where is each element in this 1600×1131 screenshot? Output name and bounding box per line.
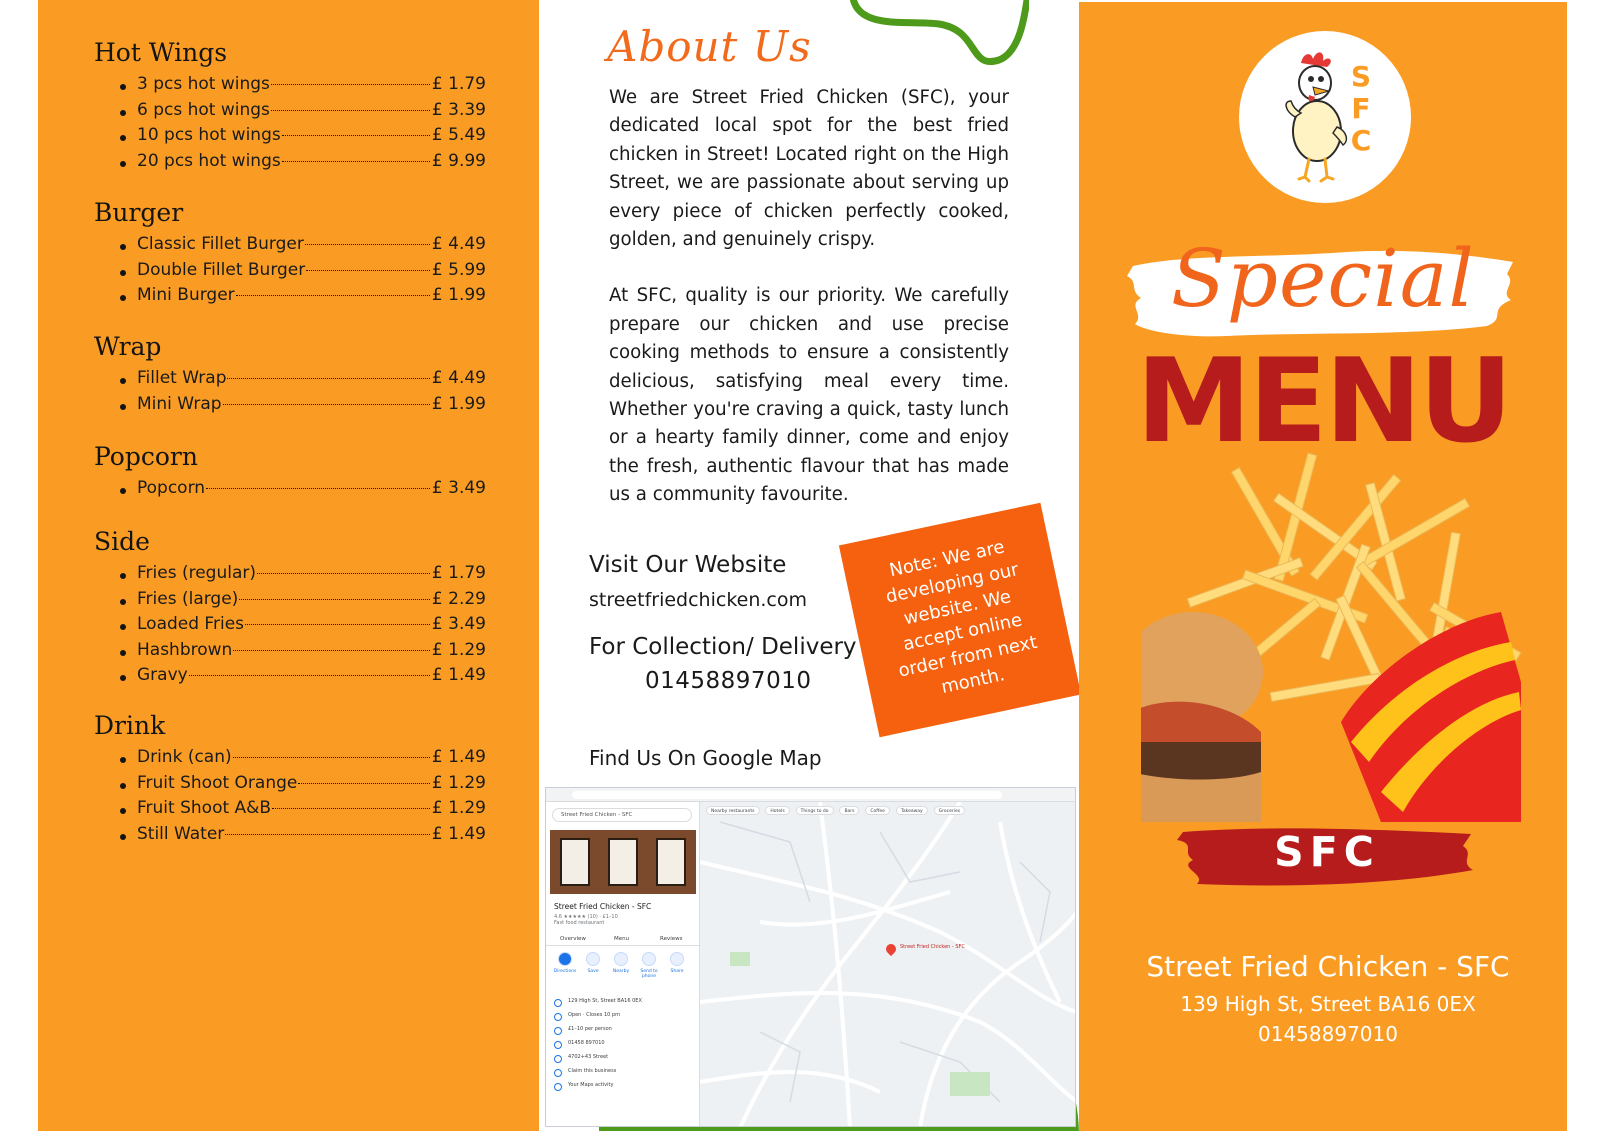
list-item: Fries (regular) £ 1.79 xyxy=(96,563,486,589)
list-item: Classic Fillet Burger £ 4.49 xyxy=(96,234,486,260)
burger-and-fries-image xyxy=(1141,442,1521,822)
send-to-phone-button[interactable]: Send to phone xyxy=(636,952,662,979)
chip[interactable]: Things to do xyxy=(796,806,834,815)
note-text: Note: We are developing our website. We accept online order from next month. xyxy=(883,536,1040,699)
share-button[interactable]: Share xyxy=(664,952,690,974)
place-tabs xyxy=(546,934,700,946)
list-item: 20 pcs hot wings £ 9.99 xyxy=(96,151,486,177)
tab-menu[interactable]: Menu xyxy=(614,936,630,942)
place-rating: 4.6 ★★★★★ (10) · £1–10 Fast food restaurant xyxy=(554,914,618,926)
tab-reviews[interactable]: Reviews xyxy=(660,936,683,942)
info-phone: 01458 897010 xyxy=(554,1040,694,1054)
menu-section-side xyxy=(96,527,486,691)
map-sidebar xyxy=(546,802,700,1127)
nearby-icon xyxy=(614,952,628,966)
map-title: Find Us On Google Map xyxy=(589,746,822,770)
chip[interactable]: Coffee xyxy=(865,806,890,815)
list-item: Fries (large) £ 2.29 xyxy=(96,589,486,615)
logo xyxy=(1239,31,1411,203)
website-link[interactable]: streetfriedchicken.com xyxy=(589,589,807,611)
list-item: Gravy £ 1.49 xyxy=(96,665,486,691)
phone-number[interactable]: 01458897010 xyxy=(645,668,812,694)
cover-panel xyxy=(1079,2,1567,1131)
list-item: Still Water £ 1.49 xyxy=(96,824,486,850)
directions-button[interactable]: Directions xyxy=(552,952,578,974)
info-hours: Open · Closes 10 pm xyxy=(554,1012,694,1026)
shop-name: Street Fried Chicken - SFC xyxy=(1146,950,1510,983)
menu-section-hot-wings xyxy=(96,38,486,176)
list-item: Drink (can) £ 1.49 xyxy=(96,747,486,773)
google-map-screenshot[interactable] xyxy=(545,787,1076,1127)
list-item: Popcorn £ 3.49 xyxy=(96,478,486,504)
nearby-button[interactable]: Nearby xyxy=(608,952,634,974)
section-title: Drink xyxy=(94,711,166,740)
menu-list-panel xyxy=(38,0,539,1131)
menu-section-popcorn xyxy=(96,442,486,504)
shop-address: 139 High St, Street BA16 0EX xyxy=(1180,992,1476,1016)
section-title: Hot Wings xyxy=(94,38,228,67)
chip[interactable]: Groceries xyxy=(934,806,965,815)
section-title: Wrap xyxy=(94,332,162,361)
chip[interactable]: Nearby restaurants xyxy=(706,806,760,815)
tab-overview[interactable]: Overview xyxy=(560,936,586,942)
green-squiggle-decoration xyxy=(849,0,1029,90)
directions-icon xyxy=(558,952,572,966)
about-paragraph: At SFC, quality is our priority. We carefully prepare our chicken and use precise cooking methods to ensure a consistently delicious, satisfying meal every time. Whether you're craving a quick, tasty lunch or a hearty family dinner, come and enjoy the fresh, authentic flavour that has made us a community favourite. xyxy=(609,285,1009,506)
about-panel xyxy=(539,0,1079,1131)
chip[interactable]: Bars xyxy=(839,806,859,815)
brand-short-name: SFC xyxy=(1274,828,1380,876)
bookmark-icon xyxy=(586,952,600,966)
place-info xyxy=(554,998,694,1096)
shop-phone[interactable]: 01458897010 xyxy=(1258,1022,1398,1046)
special-title: Special xyxy=(1170,232,1476,325)
info-address: 129 High St, Street BA16 0EX xyxy=(554,998,694,1012)
save-button[interactable]: Save xyxy=(580,952,606,974)
list-item: Mini Burger £ 1.99 xyxy=(96,285,486,311)
section-title: Side xyxy=(94,527,150,556)
list-item: Fruit Shoot Orange £ 1.29 xyxy=(96,773,486,799)
list-item: Loaded Fries £ 3.49 xyxy=(96,614,486,640)
list-item: 10 pcs hot wings £ 5.49 xyxy=(96,125,486,151)
list-item: Hashbrown £ 1.29 xyxy=(96,640,486,666)
info-activity[interactable]: Your Maps activity xyxy=(554,1082,694,1096)
menu-title: MENU xyxy=(1136,334,1510,469)
map-address-bar xyxy=(546,788,1075,802)
phone-icon xyxy=(642,952,656,966)
chip[interactable]: Hotels xyxy=(765,806,789,815)
restaurant-photo xyxy=(550,830,696,894)
about-paragraph: We are Street Fried Chicken (SFC), your dedicated local spot for the best fried chicken in Street! Located right on the High Street, we are passionate about serving up every piece of chicken perfectly cooked, golden, and genuinely crispy. xyxy=(609,87,1009,251)
map-canvas[interactable] xyxy=(700,802,1076,1127)
collection-title: For Collection/ Delivery xyxy=(589,634,857,660)
map-chips xyxy=(706,806,969,816)
list-item: Fruit Shoot A&B £ 1.29 xyxy=(96,798,486,824)
rooster-icon xyxy=(1239,31,1411,203)
menu-section-wrap xyxy=(96,332,486,419)
note-box xyxy=(839,503,1079,738)
website-title: Visit Our Website xyxy=(589,552,787,578)
share-icon xyxy=(670,952,684,966)
menu-section-drink xyxy=(96,711,486,849)
map-pin-label: Street Fried Chicken - SFC xyxy=(900,944,965,950)
info-price: £1–10 per person xyxy=(554,1026,694,1040)
chip[interactable]: Takeaway xyxy=(896,806,928,815)
info-claim[interactable]: Claim this business xyxy=(554,1068,694,1082)
list-item: 6 pcs hot wings £ 3.39 xyxy=(96,100,486,126)
list-item: Fillet Wrap £ 4.49 xyxy=(96,368,486,394)
logo-letters: S F C xyxy=(1350,60,1372,157)
info-plus-code: 4702+43 Street xyxy=(554,1054,694,1068)
list-item: 3 pcs hot wings £ 1.79 xyxy=(96,74,486,100)
place-name: Street Fried Chicken - SFC xyxy=(554,902,652,911)
menu-section-burger xyxy=(96,198,486,311)
about-body xyxy=(609,84,1009,510)
list-item: Double Fillet Burger £ 5.99 xyxy=(96,260,486,286)
list-item: Mini Wrap £ 1.99 xyxy=(96,394,486,420)
section-title: Popcorn xyxy=(94,442,198,471)
map-search-input[interactable]: Street Fried Chicken - SFC xyxy=(552,808,692,822)
section-title: Burger xyxy=(94,198,184,227)
place-actions xyxy=(552,952,696,986)
map-roads xyxy=(700,802,1076,1127)
about-title: About Us xyxy=(607,22,812,71)
